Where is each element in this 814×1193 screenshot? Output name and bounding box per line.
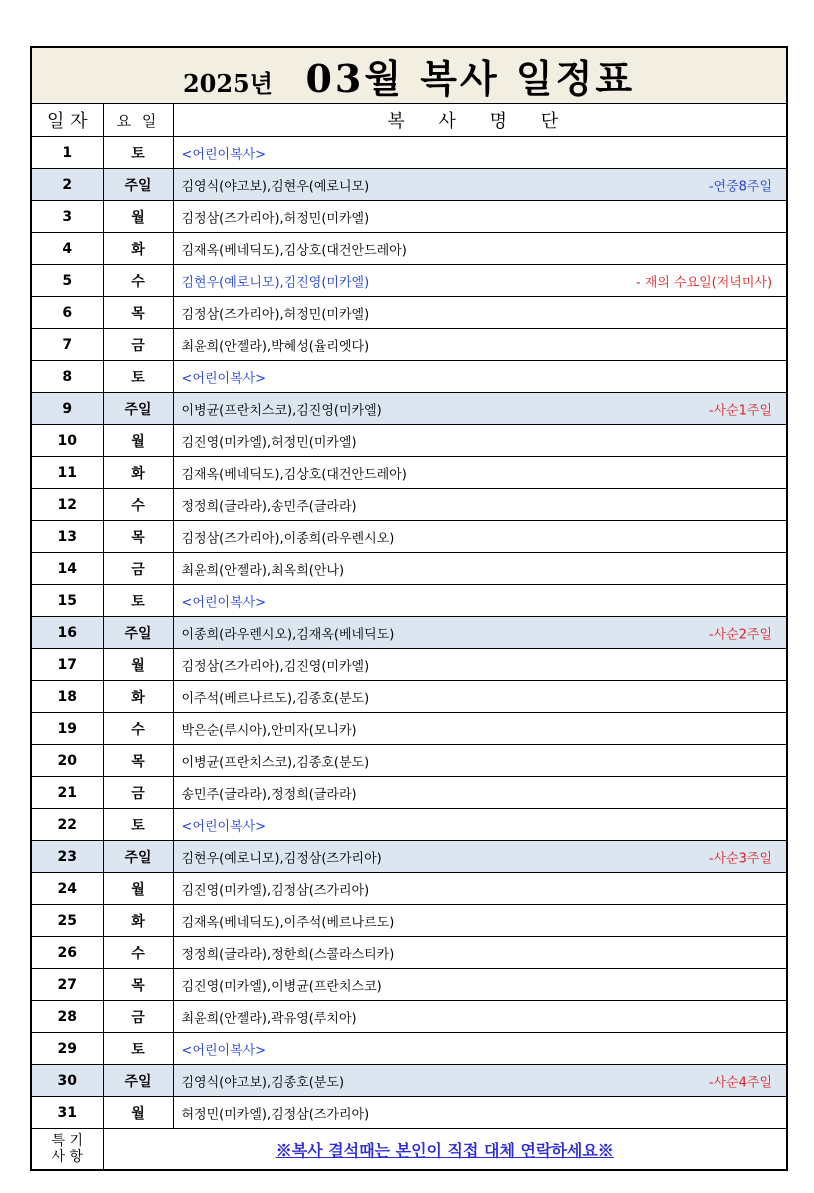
table-row bbox=[31, 841, 787, 873]
title-year: 2025년 bbox=[182, 69, 273, 98]
day-cell: 26 bbox=[31, 937, 103, 969]
names-cell bbox=[173, 137, 787, 169]
day-cell: 23 bbox=[31, 841, 103, 873]
liturgy-note: -사순3주일 bbox=[708, 851, 773, 866]
day-cell: 21 bbox=[31, 777, 103, 809]
table-row bbox=[31, 1001, 787, 1033]
dow-cell: 수 bbox=[103, 937, 173, 969]
server-names: 정정희(글라라),정한희(스콜라스티카) bbox=[181, 947, 395, 962]
dow-cell: 주일 bbox=[103, 1065, 173, 1097]
table-row bbox=[31, 777, 787, 809]
dow-cell: 화 bbox=[103, 905, 173, 937]
names-cell bbox=[173, 937, 787, 969]
day-cell: 14 bbox=[31, 553, 103, 585]
names-cell bbox=[173, 1065, 787, 1097]
names-cell bbox=[173, 585, 787, 617]
names-cell bbox=[173, 425, 787, 457]
dow-cell: 수 bbox=[103, 265, 173, 297]
server-names: 김진영(미카엘),허정민(미카엘) bbox=[181, 435, 357, 450]
table-row bbox=[31, 649, 787, 681]
dow-cell: 토 bbox=[103, 809, 173, 841]
server-names: 최윤희(안젤라),박혜성(율리엣다) bbox=[181, 339, 370, 354]
remarks-label-line1: 특 기 bbox=[51, 1133, 83, 1149]
table-row bbox=[31, 937, 787, 969]
dow-cell: 목 bbox=[103, 969, 173, 1001]
table-row bbox=[31, 489, 787, 521]
server-names: 김정삼(즈가리아),이종희(라우렌시오) bbox=[181, 531, 395, 546]
table-row bbox=[31, 329, 787, 361]
dow-cell: 수 bbox=[103, 489, 173, 521]
day-cell: 6 bbox=[31, 297, 103, 329]
dow-cell: 주일 bbox=[103, 169, 173, 201]
table-row bbox=[31, 457, 787, 489]
remarks-cell bbox=[103, 1129, 787, 1171]
names-cell bbox=[173, 553, 787, 585]
table-row bbox=[31, 969, 787, 1001]
liturgy-note: -사순4주일 bbox=[708, 1075, 773, 1090]
server-names: 이주석(베르나르도),김종호(분도) bbox=[181, 691, 370, 706]
table-row bbox=[31, 745, 787, 777]
dow-cell: 토 bbox=[103, 361, 173, 393]
day-cell: 28 bbox=[31, 1001, 103, 1033]
day-cell: 9 bbox=[31, 393, 103, 425]
schedule-table bbox=[30, 46, 788, 1171]
day-cell: 1 bbox=[31, 137, 103, 169]
server-names: <어린이복사> bbox=[181, 595, 267, 610]
schedule-body bbox=[31, 47, 787, 1170]
server-names: <어린이복사> bbox=[181, 1043, 267, 1058]
server-names: 김영식(야고보),김현우(예로니모) bbox=[181, 179, 370, 194]
names-cell bbox=[173, 617, 787, 649]
names-cell bbox=[173, 297, 787, 329]
dow-cell: 토 bbox=[103, 137, 173, 169]
day-cell: 19 bbox=[31, 713, 103, 745]
day-cell: 7 bbox=[31, 329, 103, 361]
names-cell bbox=[173, 489, 787, 521]
dow-cell: 월 bbox=[103, 873, 173, 905]
dow-cell: 화 bbox=[103, 457, 173, 489]
server-names: 이병균(프란치스코),김종호(분도) bbox=[181, 755, 370, 770]
day-cell: 5 bbox=[31, 265, 103, 297]
day-cell: 11 bbox=[31, 457, 103, 489]
day-cell: 15 bbox=[31, 585, 103, 617]
dow-cell: 목 bbox=[103, 521, 173, 553]
names-cell bbox=[173, 841, 787, 873]
table-row bbox=[31, 681, 787, 713]
server-names: 김진영(미카엘),김정삼(즈가리아) bbox=[181, 883, 370, 898]
server-names: 이병균(프란치스코),김진영(미카엘) bbox=[181, 403, 382, 418]
table-row bbox=[31, 617, 787, 649]
day-cell: 4 bbox=[31, 233, 103, 265]
server-names: 김정삼(즈가리아),허정민(미카엘) bbox=[181, 211, 370, 226]
dow-cell: 화 bbox=[103, 233, 173, 265]
names-cell bbox=[173, 777, 787, 809]
dow-cell: 목 bbox=[103, 297, 173, 329]
dow-cell: 금 bbox=[103, 329, 173, 361]
server-names: 김정삼(즈가리아),허정민(미카엘) bbox=[181, 307, 370, 322]
names-cell bbox=[173, 905, 787, 937]
server-names: 최윤희(안젤라),최옥희(안나) bbox=[181, 563, 345, 578]
day-cell: 24 bbox=[31, 873, 103, 905]
names-cell bbox=[173, 649, 787, 681]
liturgy-note: - 재의 수요일(저녁미사) bbox=[635, 275, 773, 290]
server-names: 김정삼(즈가리아),김진영(미카엘) bbox=[181, 659, 370, 674]
names-cell bbox=[173, 201, 787, 233]
table-row bbox=[31, 521, 787, 553]
dow-cell: 월 bbox=[103, 1097, 173, 1129]
day-cell: 2 bbox=[31, 169, 103, 201]
table-row bbox=[31, 201, 787, 233]
server-names: 허정민(미카엘),김정삼(즈가리아) bbox=[181, 1107, 370, 1122]
table-row bbox=[31, 137, 787, 169]
table-row bbox=[31, 361, 787, 393]
dow-cell: 주일 bbox=[103, 617, 173, 649]
title-main: 03월 복사 일정표 bbox=[305, 56, 636, 101]
dow-cell: 토 bbox=[103, 1033, 173, 1065]
names-cell bbox=[173, 1097, 787, 1129]
dow-cell: 토 bbox=[103, 585, 173, 617]
header-names: 복 사 명 단 bbox=[173, 104, 787, 137]
day-cell: 16 bbox=[31, 617, 103, 649]
server-names: 정정희(글라라),송민주(글라라) bbox=[181, 499, 357, 514]
table-row bbox=[31, 169, 787, 201]
names-cell bbox=[173, 361, 787, 393]
day-cell: 18 bbox=[31, 681, 103, 713]
server-names: 김재옥(베네딕도),김상호(대건안드레아) bbox=[181, 243, 407, 258]
names-cell bbox=[173, 169, 787, 201]
page-title bbox=[31, 47, 787, 104]
table-row bbox=[31, 905, 787, 937]
day-cell: 17 bbox=[31, 649, 103, 681]
names-cell bbox=[173, 329, 787, 361]
schedule-sheet bbox=[30, 46, 786, 1171]
day-cell: 30 bbox=[31, 1065, 103, 1097]
table-row bbox=[31, 1097, 787, 1129]
names-cell bbox=[173, 873, 787, 905]
table-row bbox=[31, 873, 787, 905]
server-names: 김재옥(베네딕도),김상호(대건안드레아) bbox=[181, 467, 407, 482]
names-cell bbox=[173, 809, 787, 841]
day-cell: 22 bbox=[31, 809, 103, 841]
dow-cell: 주일 bbox=[103, 393, 173, 425]
day-cell: 8 bbox=[31, 361, 103, 393]
liturgy-note: -사순2주일 bbox=[708, 627, 773, 642]
title-row bbox=[31, 47, 787, 104]
day-cell: 13 bbox=[31, 521, 103, 553]
day-cell: 3 bbox=[31, 201, 103, 233]
server-names: <어린이복사> bbox=[181, 371, 267, 386]
names-cell bbox=[173, 1033, 787, 1065]
names-cell bbox=[173, 265, 787, 297]
names-cell bbox=[173, 969, 787, 1001]
remarks-label bbox=[31, 1129, 103, 1171]
names-cell bbox=[173, 393, 787, 425]
server-names: 김현우(예로니모),김정삼(즈가리아) bbox=[181, 851, 382, 866]
table-row bbox=[31, 425, 787, 457]
day-cell: 12 bbox=[31, 489, 103, 521]
day-cell: 25 bbox=[31, 905, 103, 937]
table-row bbox=[31, 809, 787, 841]
table-row bbox=[31, 713, 787, 745]
server-names: 송민주(글라라),정정희(글라라) bbox=[181, 787, 357, 802]
names-cell bbox=[173, 521, 787, 553]
dow-cell: 월 bbox=[103, 201, 173, 233]
day-cell: 31 bbox=[31, 1097, 103, 1129]
remarks-text: ※복사 결석때는 본인이 직접 대체 연락하세요※ bbox=[275, 1140, 614, 1160]
dow-cell: 월 bbox=[103, 425, 173, 457]
liturgy-note: -연중8주일 bbox=[708, 179, 773, 194]
names-cell bbox=[173, 745, 787, 777]
dow-cell: 금 bbox=[103, 1001, 173, 1033]
table-row bbox=[31, 233, 787, 265]
table-row bbox=[31, 1033, 787, 1065]
server-names: 최윤희(안젤라),곽유영(루치아) bbox=[181, 1011, 357, 1026]
dow-cell: 목 bbox=[103, 745, 173, 777]
day-cell: 20 bbox=[31, 745, 103, 777]
header-dow: 요 일 bbox=[103, 104, 173, 137]
day-cell: 27 bbox=[31, 969, 103, 1001]
names-cell bbox=[173, 233, 787, 265]
server-names: 김영식(야고보),김종호(분도) bbox=[181, 1075, 345, 1090]
server-names: 김재옥(베네딕도),이주석(베르나르도) bbox=[181, 915, 395, 930]
server-names: <어린이복사> bbox=[181, 147, 267, 162]
dow-cell: 화 bbox=[103, 681, 173, 713]
dow-cell: 월 bbox=[103, 649, 173, 681]
server-names: 이종희(라우렌시오),김재옥(베네딕도) bbox=[181, 627, 395, 642]
table-row bbox=[31, 265, 787, 297]
names-cell bbox=[173, 457, 787, 489]
footer-row bbox=[31, 1129, 787, 1171]
table-row bbox=[31, 553, 787, 585]
dow-cell: 금 bbox=[103, 777, 173, 809]
table-row bbox=[31, 297, 787, 329]
server-names: 김진영(미카엘),이병균(프란치스코) bbox=[181, 979, 382, 994]
remarks-label-line2: 사 항 bbox=[51, 1149, 83, 1165]
table-row bbox=[31, 585, 787, 617]
dow-cell: 주일 bbox=[103, 841, 173, 873]
server-names: 박은순(루시아),안미자(모니카) bbox=[181, 723, 357, 738]
dow-cell: 금 bbox=[103, 553, 173, 585]
table-row bbox=[31, 393, 787, 425]
server-names: <어린이복사> bbox=[181, 819, 267, 834]
header-day: 일 자 bbox=[31, 104, 103, 137]
names-cell bbox=[173, 713, 787, 745]
table-row bbox=[31, 1065, 787, 1097]
header-row bbox=[31, 104, 787, 137]
dow-cell: 수 bbox=[103, 713, 173, 745]
server-names: 김현우(예로니모),김진영(미카엘) bbox=[181, 275, 370, 290]
day-cell: 10 bbox=[31, 425, 103, 457]
names-cell bbox=[173, 1001, 787, 1033]
liturgy-note: -사순1주일 bbox=[708, 403, 773, 418]
names-cell bbox=[173, 681, 787, 713]
day-cell: 29 bbox=[31, 1033, 103, 1065]
